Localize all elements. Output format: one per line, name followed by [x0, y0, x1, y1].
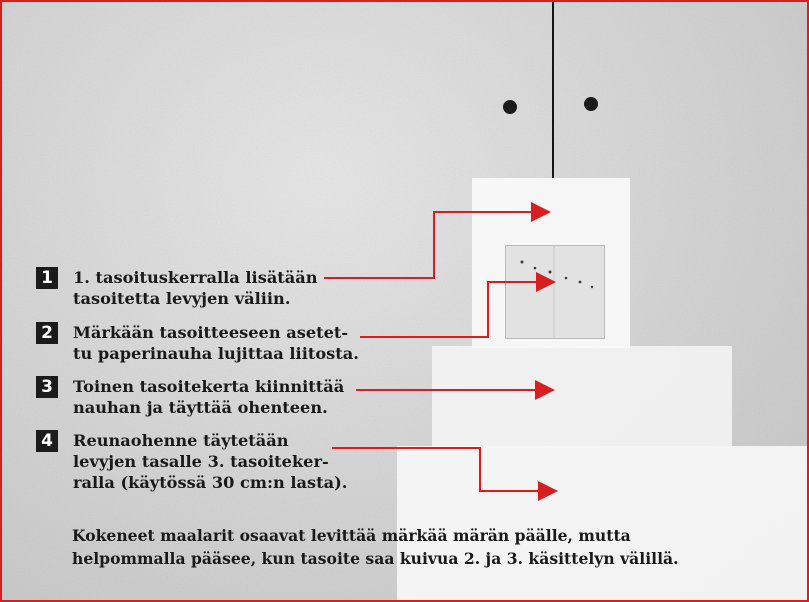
callout-arrow-4: [332, 448, 554, 491]
callout-arrow-2: [360, 282, 552, 337]
step-badge-1: 1: [36, 267, 58, 289]
step-text-2: Märkään tasoitteeseen asetet- tu paperinauha lujittaa liitosta.: [73, 323, 359, 363]
tape-dots: [521, 261, 594, 289]
step-badge-4: 4: [36, 430, 58, 452]
callout-arrow-1: [324, 212, 547, 278]
step-text-1: 1. tasoituskerralla lisätään tasoitetta levyjen väliin.: [73, 268, 318, 308]
caption: Kokeneet maalarit osaavat levittää märkää märän päälle, mutta helpommalla pääsee, kun tasoite saa kuivua 2. ja 3. käsittelyn välillä.: [72, 526, 679, 568]
step-badge-3: 3: [36, 376, 58, 398]
step-badge-2: 2: [36, 322, 58, 344]
screw-hole-right: [584, 97, 598, 111]
step-text-3: Toinen tasoitekerta kiinnittää nauhan ja täyttää ohenteen.: [73, 377, 345, 417]
step-text-4: Reunaohenne täytetään levyjen tasalle 3. tasoiteker- ralla (käytössä 30 cm:n lasta).: [73, 431, 348, 492]
screw-hole-left: [503, 100, 517, 114]
